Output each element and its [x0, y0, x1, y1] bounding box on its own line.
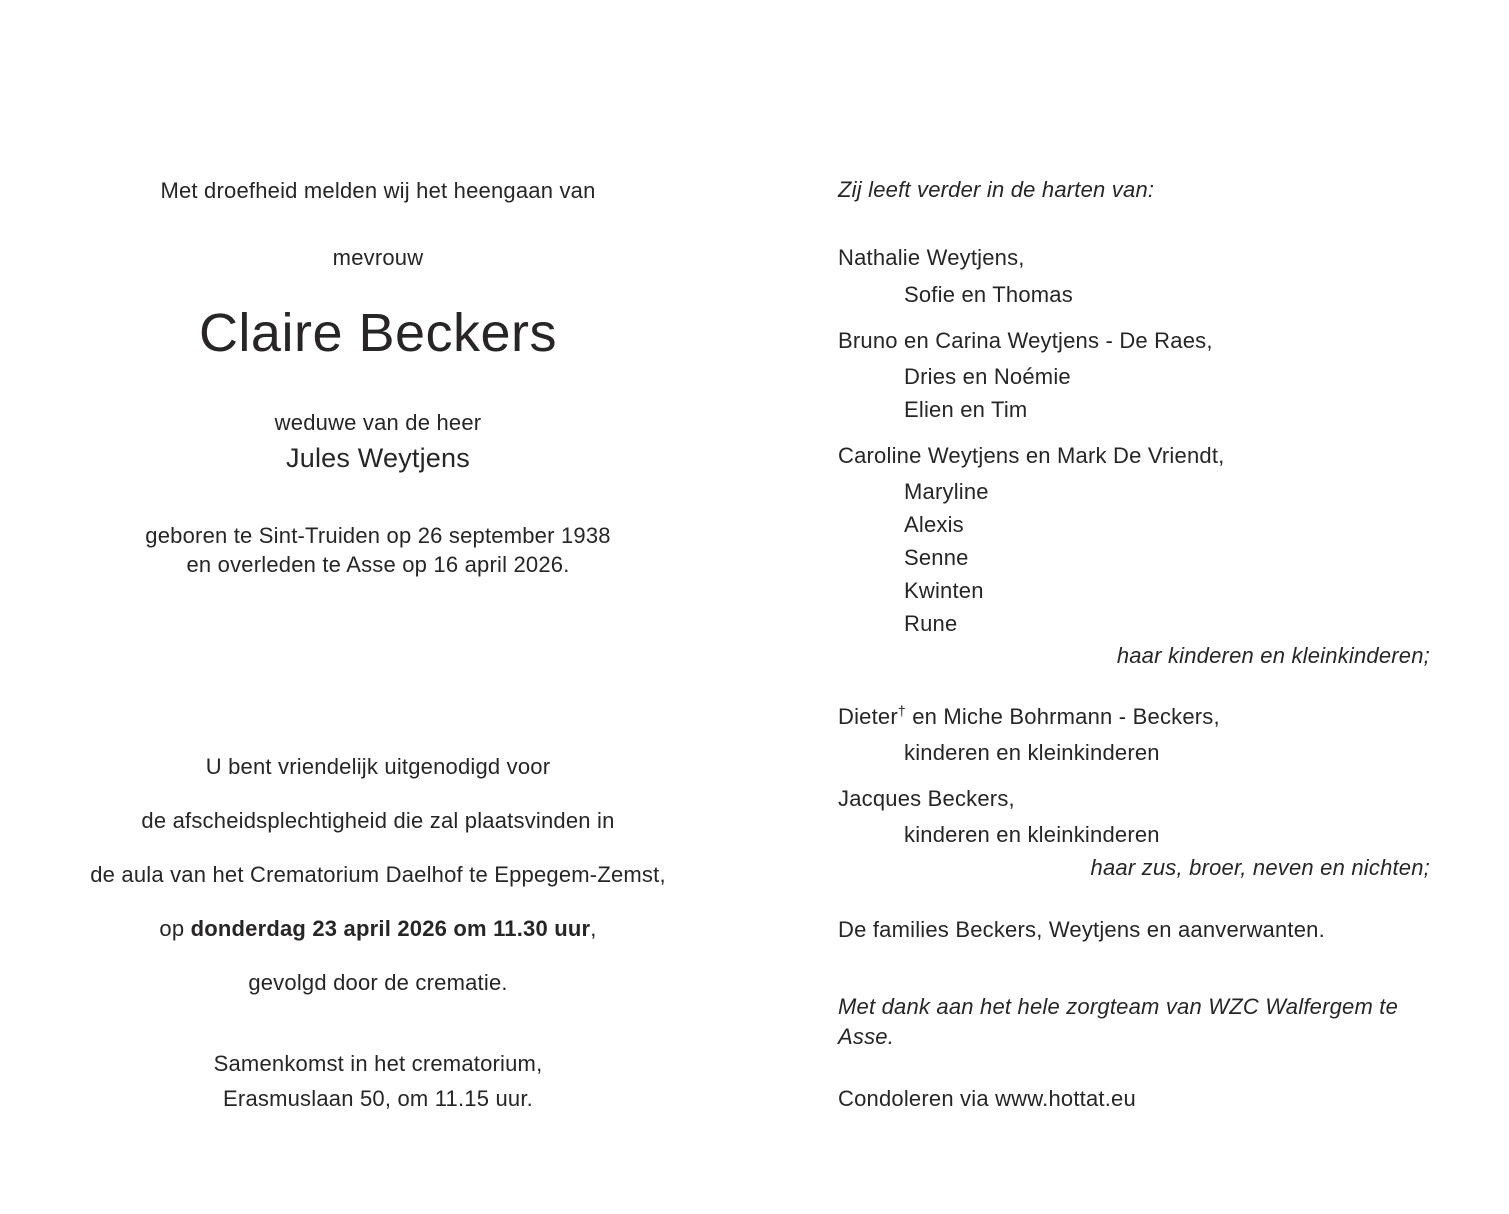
invitation-line-1: U bent vriendelijk uitgenodigd voor — [205, 754, 551, 779]
family-head: Jacques Beckers, — [838, 786, 1015, 811]
born-line: geboren te Sint-Truiden op 26 september 1938 — [145, 523, 611, 548]
died-line: en overleden te Asse op 16 april 2026. — [186, 552, 570, 577]
relation-note-siblings: haar zus, broer, neven en nichten; — [1090, 855, 1430, 880]
family-head — [838, 702, 1430, 732]
thanks-note: Met dank aan het hele zorgteam van WZC Walfergem te Asse. — [838, 994, 1399, 1049]
family-head-name: Dieter — [838, 704, 898, 729]
family-child: Dries en Noémie — [904, 364, 1071, 389]
family-head: Nathalie Weytjens, — [838, 245, 1025, 270]
family-child: Maryline — [904, 479, 989, 504]
family-child: Kwinten — [904, 578, 984, 603]
relation-note-children: haar kinderen en kleinkinderen; — [1116, 643, 1430, 668]
families-closing-line: De families Beckers, Weytjens en aanverwanten. — [838, 917, 1325, 942]
invitation-line-5: gevolgd door de crematie. — [248, 970, 508, 995]
family-child: kinderen en kleinkinderen — [904, 822, 1160, 847]
family-child: Rune — [904, 611, 958, 636]
family-heading: Zij leeft verder in de harten van: — [838, 177, 1155, 202]
gathering-line-2: Erasmuslaan 50, om 11.15 uur. — [223, 1086, 533, 1111]
family-child: Senne — [904, 545, 969, 570]
announcement-column — [58, 0, 698, 1214]
family-head: Caroline Weytjens en Mark De Vriendt, — [838, 443, 1225, 468]
family-child: kinderen en kleinkinderen — [904, 740, 1160, 765]
family-child: Alexis — [904, 512, 964, 537]
invitation-line-3: de aula van het Crematorium Daelhof te Eppegem-Zemst, — [90, 862, 666, 887]
ceremony-date: donderdag 23 april 2026 om 11.30 uur — [190, 916, 591, 941]
ceremony-date-prefix: op — [159, 916, 191, 941]
family-head-rest: en Miche Bohrmann - Beckers, — [905, 704, 1220, 729]
ceremony-date-suffix: , — [590, 916, 597, 941]
intro-line: Met droefheid melden wij het heengaan van — [160, 178, 596, 203]
invitation-line-2: de afscheidsplechtigheid die zal plaatsvinden in — [141, 808, 615, 833]
condolence-line: Condoleren via www.hottat.eu — [838, 1086, 1136, 1111]
family-child: Elien en Tim — [904, 397, 1028, 422]
gathering-line-1: Samenkomst in het crematorium, — [213, 1051, 543, 1076]
spouse-name: Jules Weytjens — [286, 443, 470, 473]
family-column — [838, 0, 1430, 1214]
family-head: Bruno en Carina Weytjens - De Raes, — [838, 328, 1213, 353]
family-child: Sofie en Thomas — [904, 282, 1073, 307]
invitation-line-4 — [58, 914, 698, 944]
deceased-name: Claire Beckers — [198, 303, 558, 363]
deceased-dagger-icon: † — [897, 702, 906, 719]
widow-label: weduwe van de heer — [274, 410, 482, 435]
salutation-line: mevrouw — [332, 245, 424, 270]
